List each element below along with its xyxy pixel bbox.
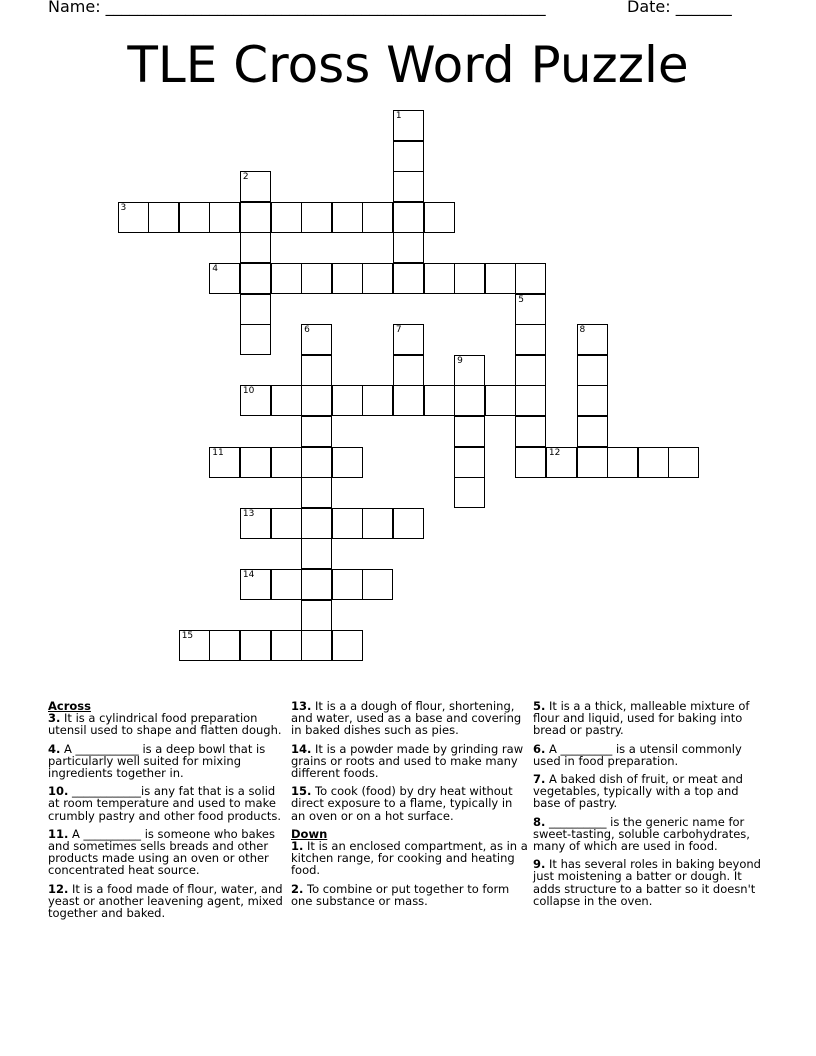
grid-cell[interactable]	[393, 385, 424, 416]
grid-cell[interactable]	[546, 447, 577, 478]
grid-cell[interactable]	[271, 385, 302, 416]
grid-cell[interactable]	[515, 447, 546, 478]
grid-cell[interactable]	[393, 232, 424, 263]
grid-cell[interactable]	[240, 569, 271, 600]
header	[0, 0, 816, 22]
clue-number: 7	[395, 325, 402, 336]
grid-cell[interactable]	[209, 630, 240, 661]
grid-cell[interactable]	[179, 202, 210, 233]
grid-cell[interactable]	[668, 447, 699, 478]
grid-cell[interactable]	[393, 202, 424, 233]
grid-cell[interactable]	[209, 202, 240, 233]
grid-cell[interactable]	[301, 447, 332, 478]
grid-cell[interactable]	[393, 141, 424, 172]
grid-cell[interactable]	[271, 630, 302, 661]
grid-cell[interactable]	[515, 385, 546, 416]
grid-cell[interactable]	[332, 263, 363, 294]
grid-cell[interactable]	[577, 385, 608, 416]
page-title: TLE Cross Word Puzzle	[127, 36, 689, 94]
grid-cell[interactable]	[240, 630, 271, 661]
clue-number: 1	[395, 111, 402, 121]
clue-column-2	[291, 700, 529, 913]
grid-cell[interactable]	[362, 202, 393, 233]
grid-cell[interactable]	[577, 355, 608, 386]
grid-cell[interactable]	[454, 416, 485, 447]
grid-cell[interactable]	[607, 447, 638, 478]
clue-number: 4	[212, 264, 219, 274]
grid-cell[interactable]	[515, 416, 546, 447]
clue-number: 10	[242, 386, 255, 397]
across-heading: Across	[48, 699, 91, 713]
grid-cell[interactable]	[301, 477, 332, 508]
grid-cell[interactable]	[424, 263, 455, 294]
grid-cell[interactable]	[424, 202, 455, 233]
grid-cell[interactable]	[332, 630, 363, 661]
grid-cell[interactable]	[301, 569, 332, 600]
grid-cell[interactable]	[301, 538, 332, 569]
grid-cell[interactable]	[362, 385, 393, 416]
clue-number: 12	[548, 447, 561, 458]
grid-cell[interactable]	[301, 508, 332, 539]
clue-down-9: 9. It has several roles in baking beyond just moistening a batter or dough. It adds structure to a batter so it doesn't collapse in the oven.	[533, 857, 761, 908]
grid-cell[interactable]	[515, 324, 546, 355]
grid-cell[interactable]	[301, 600, 332, 631]
grid-cell[interactable]	[240, 508, 271, 539]
grid-cell[interactable]	[577, 416, 608, 447]
clue-across-10: 10. ____________is any fat that is a solid at room temperature and used to make crumbly pastry and other food products.	[48, 784, 282, 823]
grid-cell[interactable]	[240, 385, 271, 416]
grid-cell[interactable]	[240, 202, 271, 233]
grid-cell[interactable]	[271, 508, 302, 539]
grid-cell[interactable]	[301, 630, 332, 661]
clue-across-3: 3. It is a cylindrical food preparation utensil used to shape and flatten dough.	[48, 711, 282, 738]
grid-cell[interactable]	[240, 232, 271, 263]
grid-cell[interactable]	[209, 263, 240, 294]
grid-cell[interactable]	[271, 263, 302, 294]
clue-number: 8	[579, 325, 586, 336]
grid-cell[interactable]	[454, 447, 485, 478]
grid-cell[interactable]	[301, 263, 332, 294]
clue-number: 13	[242, 508, 255, 519]
grid-cell[interactable]	[240, 324, 271, 355]
grid-cell[interactable]	[577, 447, 608, 478]
grid-cell[interactable]	[515, 294, 546, 325]
clue-down-1: 1. It is an enclosed compartment, as in a kitchen range, for cooking and heating food.	[291, 839, 528, 878]
clue-across-13: 13. It is a a dough of flour, shortening, and water, used as a base and covering in baked dishes such as pies.	[291, 699, 522, 738]
clue-down-2: 2. To combine or put together to form one substance or mass.	[291, 881, 510, 908]
grid-cell[interactable]	[515, 355, 546, 386]
clue-number: 9	[457, 355, 463, 366]
clue-number: 3	[120, 202, 127, 213]
grid-cell[interactable]	[485, 385, 516, 416]
date-field-label[interactable]: Date: _______	[627, 0, 732, 16]
grid-cell[interactable]	[332, 202, 363, 233]
clue-down-5: 5. It is a a thick, malleable mixture of flour and liquid, used for baking into bread or pastry.	[533, 699, 750, 738]
grid-cell[interactable]	[393, 355, 424, 386]
grid-cell[interactable]	[148, 202, 179, 233]
grid-cell[interactable]	[301, 355, 332, 386]
grid-cell[interactable]	[240, 447, 271, 478]
clue-down-8: 8. __________ is the generic name for sweet-tasting, soluble carbohydrates, many of which are used in food.	[533, 814, 750, 854]
clue-across-11: 11. A __________ is someone who bakes and sometimes sells breads and other products made using an oven or other concentrated heat source.	[48, 826, 275, 878]
clue-number: 11	[212, 447, 224, 458]
grid-cell[interactable]	[454, 263, 485, 294]
grid-cell[interactable]	[393, 508, 424, 539]
grid-cell[interactable]	[454, 355, 485, 386]
grid-cell[interactable]	[301, 416, 332, 447]
clue-number: 15	[181, 631, 194, 642]
grid-cell[interactable]	[393, 171, 424, 202]
grid-cell[interactable]	[362, 263, 393, 294]
grid-cell[interactable]	[393, 110, 424, 141]
grid-cell[interactable]	[209, 447, 240, 478]
grid-cell[interactable]	[332, 508, 363, 539]
clue-across-14: 14. It is a powder made by grinding raw grains or roots and used to make many different foods.	[291, 741, 524, 781]
grid-cell[interactable]	[240, 263, 271, 294]
name-field-label[interactable]: Name: _______________________________________________________	[48, 0, 546, 16]
grid-cell[interactable]	[577, 324, 608, 355]
clue-number: 5	[518, 294, 525, 305]
grid-cell[interactable]	[332, 569, 363, 600]
grid-cell[interactable]	[454, 477, 485, 508]
clue-column-3	[533, 700, 765, 913]
grid-cell[interactable]	[332, 447, 363, 478]
clue-number: 2	[242, 172, 249, 183]
clue-across-4: 4. A ___________ is a deep bowl that is particularly well suited for mixing ingredients together in.	[48, 741, 266, 781]
grid-cell[interactable]	[118, 202, 149, 233]
clue-number: 6	[304, 325, 310, 336]
grid-cell[interactable]	[271, 447, 302, 478]
grid-cell[interactable]	[393, 324, 424, 355]
clue-across-15: 15. To cook (food) by dry heat without direct exposure to a flame, typically in an oven or on a hot surface.	[291, 784, 513, 823]
grid-cell[interactable]	[240, 294, 271, 325]
grid-cell[interactable]	[362, 508, 393, 539]
grid-cell[interactable]	[332, 385, 363, 416]
grid-cell[interactable]	[301, 324, 332, 355]
clue-number: 14	[242, 570, 255, 580]
grid-cell[interactable]	[393, 263, 424, 294]
grid-cell[interactable]	[362, 569, 393, 600]
grid-cell[interactable]	[454, 385, 485, 416]
grid-cell[interactable]	[515, 263, 546, 294]
down-heading: Down	[291, 826, 328, 841]
grid-cell[interactable]	[240, 171, 271, 202]
grid-cell[interactable]	[424, 385, 455, 416]
grid-cell[interactable]	[179, 630, 210, 661]
grid-cell[interactable]	[485, 263, 516, 294]
clue-column-1	[48, 700, 286, 925]
grid-cell[interactable]	[301, 385, 332, 416]
grid-cell[interactable]	[301, 202, 332, 233]
grid-cell[interactable]	[638, 447, 669, 478]
clue-down-7: 7. A baked dish of fruit, or meat and vegetables, typically with a top and base of pastry.	[533, 772, 743, 811]
clue-across-12: 12. It is a food made of flour, water, and yeast or another leavening agent, mixed together and baked.	[48, 881, 283, 921]
grid-cell[interactable]	[271, 569, 302, 600]
grid-cell[interactable]	[271, 202, 302, 233]
clue-down-6: 6. A _________ is a utensil commonly used in food preparation.	[533, 741, 742, 768]
